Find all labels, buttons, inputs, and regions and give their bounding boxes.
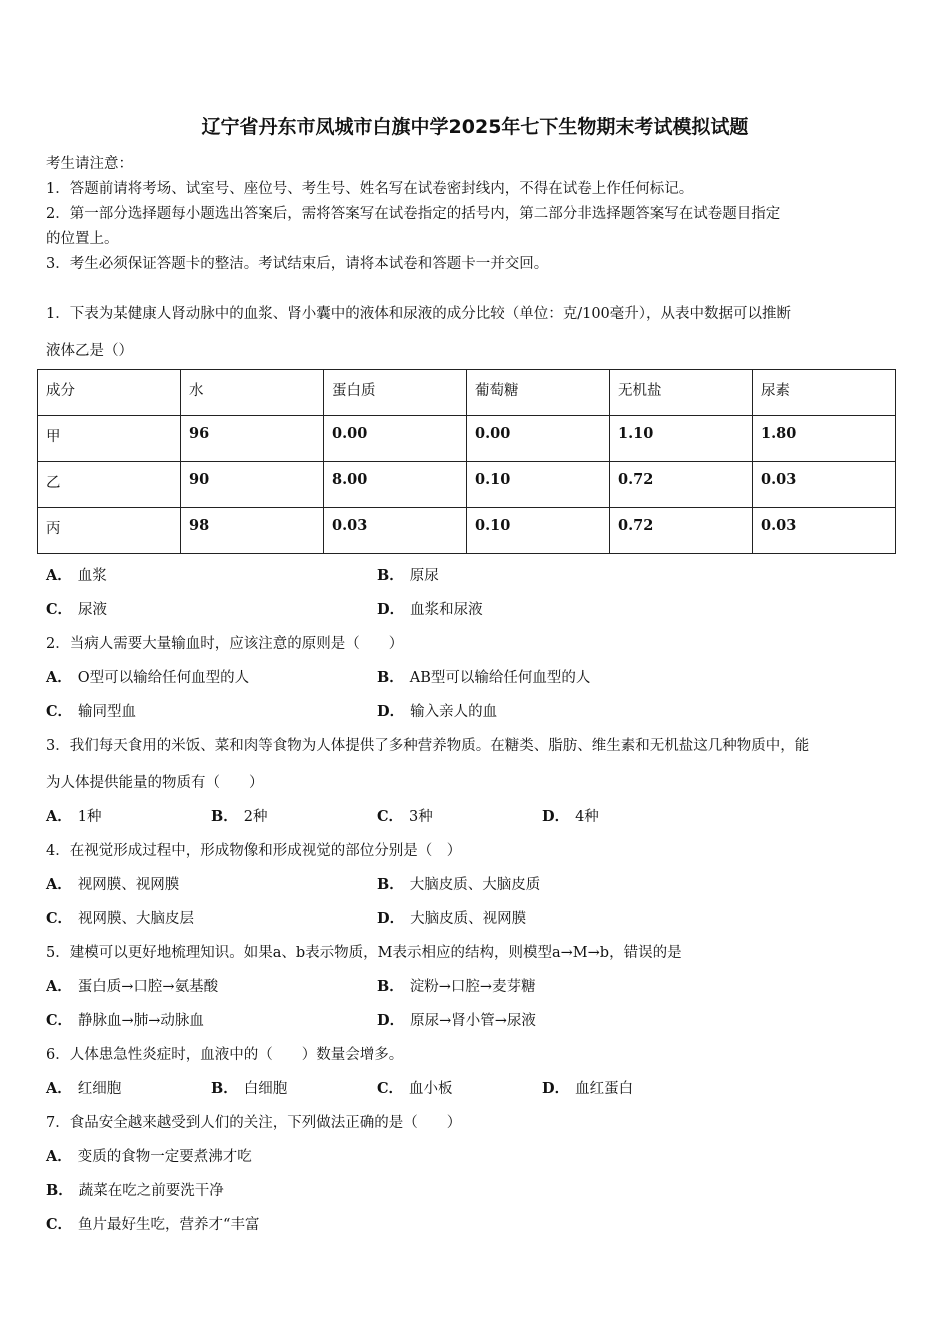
table-row (38, 508, 896, 554)
option-text: 原尿→肾小管→尿液 (410, 1013, 536, 1029)
option-d[interactable] (377, 1009, 536, 1030)
notice-heading: 考生请注意： (46, 156, 133, 172)
option-letter: A． (46, 1080, 72, 1097)
option-a[interactable] (46, 873, 179, 894)
option-text: 尿液 (78, 602, 108, 618)
option-text: 1种 (77, 809, 102, 825)
option-c[interactable] (46, 1213, 259, 1234)
option-letter: B． (211, 808, 238, 825)
option-text: 视网膜、视网膜 (77, 877, 180, 893)
option-a[interactable] (46, 564, 107, 585)
option-letter: C． (46, 601, 73, 618)
table-cell: 甲 (38, 416, 181, 462)
table-cell: 90 (181, 462, 324, 508)
option-text: 3种 (409, 809, 433, 825)
option-letter: A． (46, 876, 72, 893)
option-c[interactable] (377, 805, 433, 826)
table-cell: 0.00 (324, 416, 467, 462)
table-header-cell: 无机盐 (610, 370, 753, 416)
option-b[interactable] (377, 564, 439, 585)
table-cell: 0.03 (753, 462, 896, 508)
table-cell: 0.03 (753, 508, 896, 554)
table-cell: 乙 (38, 462, 181, 508)
table-row (38, 416, 896, 462)
option-c[interactable] (46, 1009, 204, 1030)
option-b[interactable] (377, 975, 536, 996)
option-a[interactable] (46, 666, 249, 687)
option-b[interactable] (377, 873, 540, 894)
question-1-stem-cont: 液体乙是（） (46, 343, 133, 359)
option-letter: D． (377, 910, 405, 927)
option-letter: B． (377, 876, 404, 893)
option-letter: D． (542, 1080, 570, 1097)
option-letter: D． (377, 1012, 405, 1029)
table-cell: 0.10 (467, 462, 610, 508)
table-cell: 0.10 (467, 508, 610, 554)
option-c[interactable] (377, 1077, 453, 1098)
notice-item: 2．第一部分选择题每小题选出答案后，需将答案写在试卷指定的括号内，第二部分非选择题答案写在试卷题目指定 (46, 206, 781, 222)
option-text: 血小板 (409, 1081, 453, 1097)
option-text: AB型可以输给任何血型的人 (409, 670, 591, 686)
question-7-stem: 7．食品安全越来越受到人们的关注，下列做法正确的是（ ） (46, 1115, 462, 1131)
table-header-cell: 成分 (38, 370, 181, 416)
option-a[interactable] (46, 975, 218, 996)
option-d[interactable] (377, 700, 497, 721)
option-d[interactable] (542, 805, 599, 826)
table-cell: 丙 (38, 508, 181, 554)
option-letter: A． (46, 978, 72, 995)
notice-item: 3．考生必须保证答题卡的整洁。考试结束后，请将本试卷和答题卡一并交回。 (46, 256, 549, 272)
option-letter: A． (46, 808, 72, 825)
option-d[interactable] (377, 907, 526, 928)
table-cell: 98 (181, 508, 324, 554)
notice-item: 1．答题前请将考场、试室号、座位号、考生号、姓名写在试卷密封线内，不得在试卷上作任何标记。 (46, 181, 694, 197)
option-letter: D． (542, 808, 570, 825)
table-cell: 96 (181, 416, 324, 462)
composition-table (37, 369, 896, 554)
question-1-stem: 1．下表为某健康人肾动脉中的血浆、肾小囊中的液体和尿液的成分比较（单位：克/100毫升），从表中数据可以推断 (46, 306, 792, 322)
table-header-cell: 葡萄糖 (467, 370, 610, 416)
option-letter: A． (46, 567, 72, 584)
option-d[interactable] (542, 1077, 633, 1098)
question-3-stem-cont: 为人体提供能量的物质有（ ） (46, 775, 264, 791)
table-header-cell: 水 (181, 370, 324, 416)
option-text: 白细胞 (243, 1081, 288, 1097)
option-text: 原尿 (409, 568, 439, 584)
option-text: 大脑皮质、视网膜 (410, 911, 527, 927)
table-cell: 0.72 (610, 508, 753, 554)
option-letter: B． (46, 1182, 73, 1199)
option-letter: A． (46, 1148, 72, 1165)
option-letter: B． (377, 567, 404, 584)
option-text: 变质的食物一定要煮沸才吃 (77, 1149, 252, 1165)
option-text: 视网膜、大脑皮层 (78, 911, 195, 927)
table-header-row (38, 370, 896, 416)
notice-item: 的位置上。 (46, 231, 119, 247)
table-header-cell: 蛋白质 (324, 370, 467, 416)
page-title: 辽宁省丹东市凤城市白旗中学2025年七下生物期末考试模拟试题 (201, 116, 749, 138)
option-text: 血浆 (77, 568, 107, 584)
option-letter: C． (46, 1216, 73, 1233)
table-cell: 0.03 (324, 508, 467, 554)
option-letter: C． (46, 910, 73, 927)
question-3-stem: 3．我们每天食用的米饭、菜和肉等食物为人体提供了多种营养物质。在糖类、脂肪、维生素和无机盐这几种物质中，能 (46, 738, 810, 754)
option-text: 2种 (243, 809, 268, 825)
option-text: 鱼片最好生吃，营养才“丰富 (78, 1217, 260, 1233)
option-letter: B． (377, 669, 404, 686)
option-letter: A． (46, 669, 72, 686)
option-text: 血红蛋白 (575, 1081, 634, 1097)
option-text: 蔬菜在吃之前要洗干净 (78, 1183, 224, 1199)
table-cell: 8.00 (324, 462, 467, 508)
option-b[interactable] (211, 805, 268, 826)
option-letter: C． (377, 1080, 404, 1097)
option-text: 输入亲人的血 (410, 704, 498, 720)
option-letter: D． (377, 601, 405, 618)
option-b[interactable] (211, 1077, 287, 1098)
table-cell: 0.72 (610, 462, 753, 508)
option-letter: B． (377, 978, 404, 995)
table-row (38, 462, 896, 508)
table-header-cell: 尿素 (753, 370, 896, 416)
option-a[interactable] (46, 1145, 252, 1166)
question-4-stem: 4．在视觉形成过程中，形成物像和形成视觉的部位分别是（ ） (46, 843, 462, 859)
option-text: 血浆和尿液 (410, 602, 483, 618)
option-letter: C． (46, 703, 73, 720)
question-2-stem: 2．当病人需要大量输血时，应该注意的原则是（ ） (46, 636, 404, 652)
option-text: 静脉血→肺→动脉血 (78, 1013, 204, 1029)
option-text: O型可以输给任何血型的人 (77, 670, 250, 686)
option-text: 红细胞 (77, 1081, 122, 1097)
option-a[interactable] (46, 1077, 121, 1098)
option-b[interactable] (377, 666, 590, 687)
table-cell: 0.00 (467, 416, 610, 462)
option-text: 蛋白质→口腔→氨基酸 (77, 979, 219, 995)
option-c[interactable] (46, 700, 136, 721)
option-text: 输同型血 (78, 704, 137, 720)
option-b[interactable] (46, 1179, 224, 1200)
option-c[interactable] (46, 907, 194, 928)
option-letter: B． (211, 1080, 238, 1097)
option-text: 4种 (575, 809, 599, 825)
table-cell: 1.80 (753, 416, 896, 462)
option-text: 淀粉→口腔→麦芽糖 (409, 979, 536, 995)
question-6-stem: 6．人体患急性炎症时，血液中的（ ）数量会增多。 (46, 1047, 404, 1063)
option-letter: C． (377, 808, 404, 825)
option-d[interactable] (377, 598, 483, 619)
option-c[interactable] (46, 598, 107, 619)
option-text: 大脑皮质、大脑皮质 (409, 877, 541, 893)
table-cell: 1.10 (610, 416, 753, 462)
option-letter: C． (46, 1012, 73, 1029)
question-5-stem: 5．建模可以更好地梳理知识。如果a、b表示物质，M表示相应的结构，则模型a→M→b，错误的是 (46, 945, 682, 961)
option-a[interactable] (46, 805, 102, 826)
option-letter: D． (377, 703, 405, 720)
